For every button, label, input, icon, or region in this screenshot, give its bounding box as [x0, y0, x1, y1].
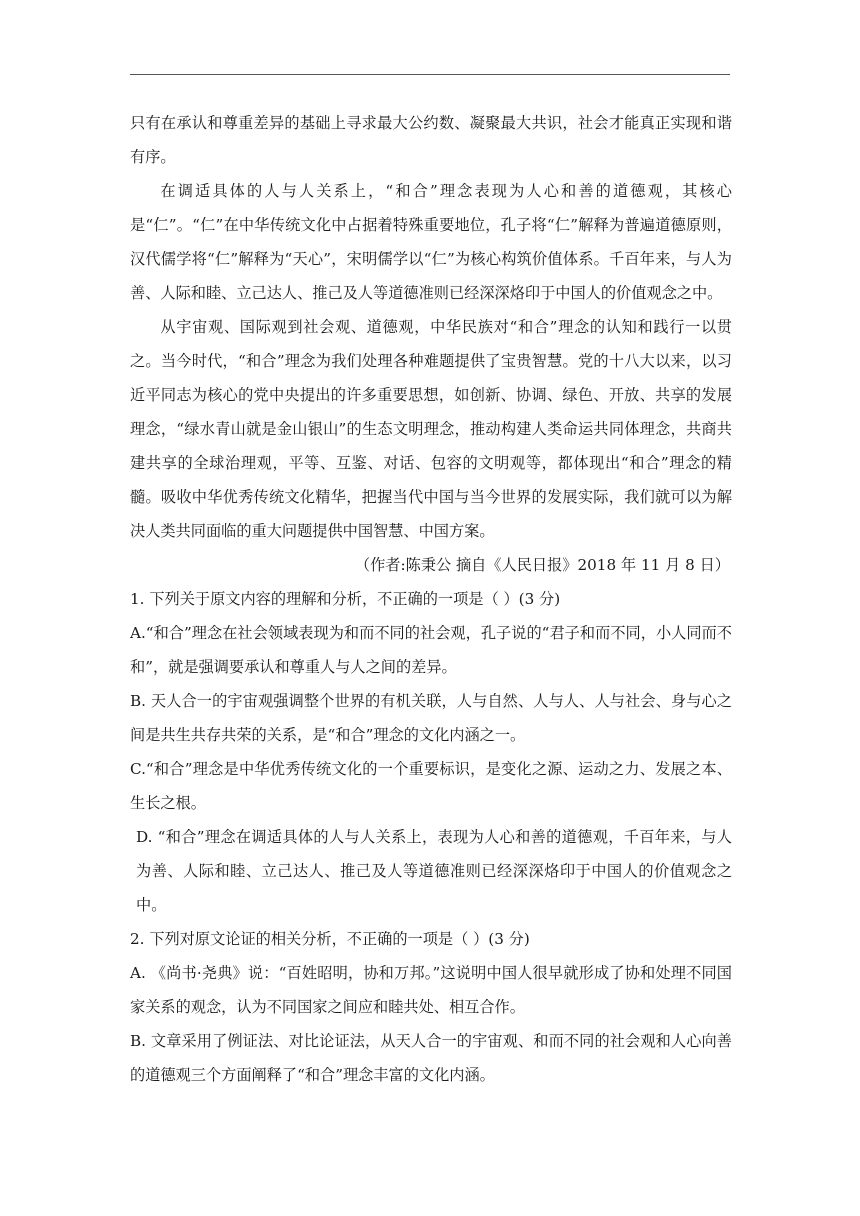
header-rule [130, 74, 730, 75]
paragraph: 在调适具体的人与人关系上，“和合”理念表现为人心和善的道德观，其核心是“仁”。“仁”在中华传统文化中占据着特殊重要地位，孔子将“仁”解释为普遍道德原则，汉代儒学将“仁”解释为“天心”，宋明儒学以“仁”为核心构筑价值体系。千百年来，与人为善、人际和睦、立己达人、推己及人等道德准则已经深深烙印于中国人的价值观念之中。 [130, 182, 732, 302]
paragraph: 只有在承认和尊重差异的基础上寻求最大公约数、凝聚最大共识，社会才能真正实现和谐有序。 [130, 114, 732, 166]
question-option: B. 文章采用了例证法、对比论证法，从天人合一的宇宙观、和而不同的社会观和人心向善的道德观三个方面阐释了“和合”理念丰富的文化内涵。 [130, 1032, 732, 1084]
paragraph: 从宇宙观、国际观到社会观、道德观，中华民族对“和合”理念的认知和践行一以贯之。当今时代，“和合”理念为我们处理各种难题提供了宝贵智慧。党的十八大以来，以习近平同志为核心的党中央提出的许多重要思想，如创新、协调、绿色、开放、共享的发展理念，“绿水青山就是金山银山”的生态文明理念，推动构建人类命运共同体理念，共商共建共享的全球治理观，平等、互鉴、对话、包容的文明观等，都体现出“和合”理念的精髓。吸收中华优秀传统文化精华，把握当代中国与当今世界的发展实际，我们就可以为解决人类共同面临的重大问题提供中国智慧、中国方案。 [130, 318, 732, 540]
question-option: A.“和合”理念在社会领域表现为和而不同的社会观，孔子说的“君子和而不同，小人同而不和”，就是强调要承认和尊重人与人之间的差异。 [130, 624, 732, 676]
question-option: C.“和合”理念是中华优秀传统文化的一个重要标识，是变化之源、运动之力、发展之本、生长之根。 [130, 760, 732, 812]
question-stem: 1. 下列关于原文内容的理解和分析，不正确的一项是（ ）(3 分) [130, 590, 561, 608]
article-body [130, 106, 732, 1092]
question-stem: 2. 下列对原文论证的相关分析，不正确的一项是（ ）(3 分) [130, 930, 530, 948]
question-option: A. 《尚书·尧典》说：“百姓昭明，协和万邦。”这说明中国人很早就形成了协和处理不同国家关系的观念，认为不同国家之间应和睦共处、相互合作。 [130, 964, 732, 1016]
question-option: B. 天人合一的宇宙观强调整个世界的有机关联，人与自然、人与人、人与社会、身与心之间是共生共存共荣的关系，是“和合”理念的文化内涵之一。 [130, 692, 732, 744]
article-source: （作者:陈秉公 摘自《人民日报》2018 年 11 月 8 日） [354, 556, 730, 574]
question-option: D. “和合”理念在调适具体的人与人关系上，表现为人心和善的道德观，千百年来，与人为善、人际和睦、立己达人、推己及人等道德准则已经深深烙印于中国人的价值观念之中。 [136, 828, 732, 914]
